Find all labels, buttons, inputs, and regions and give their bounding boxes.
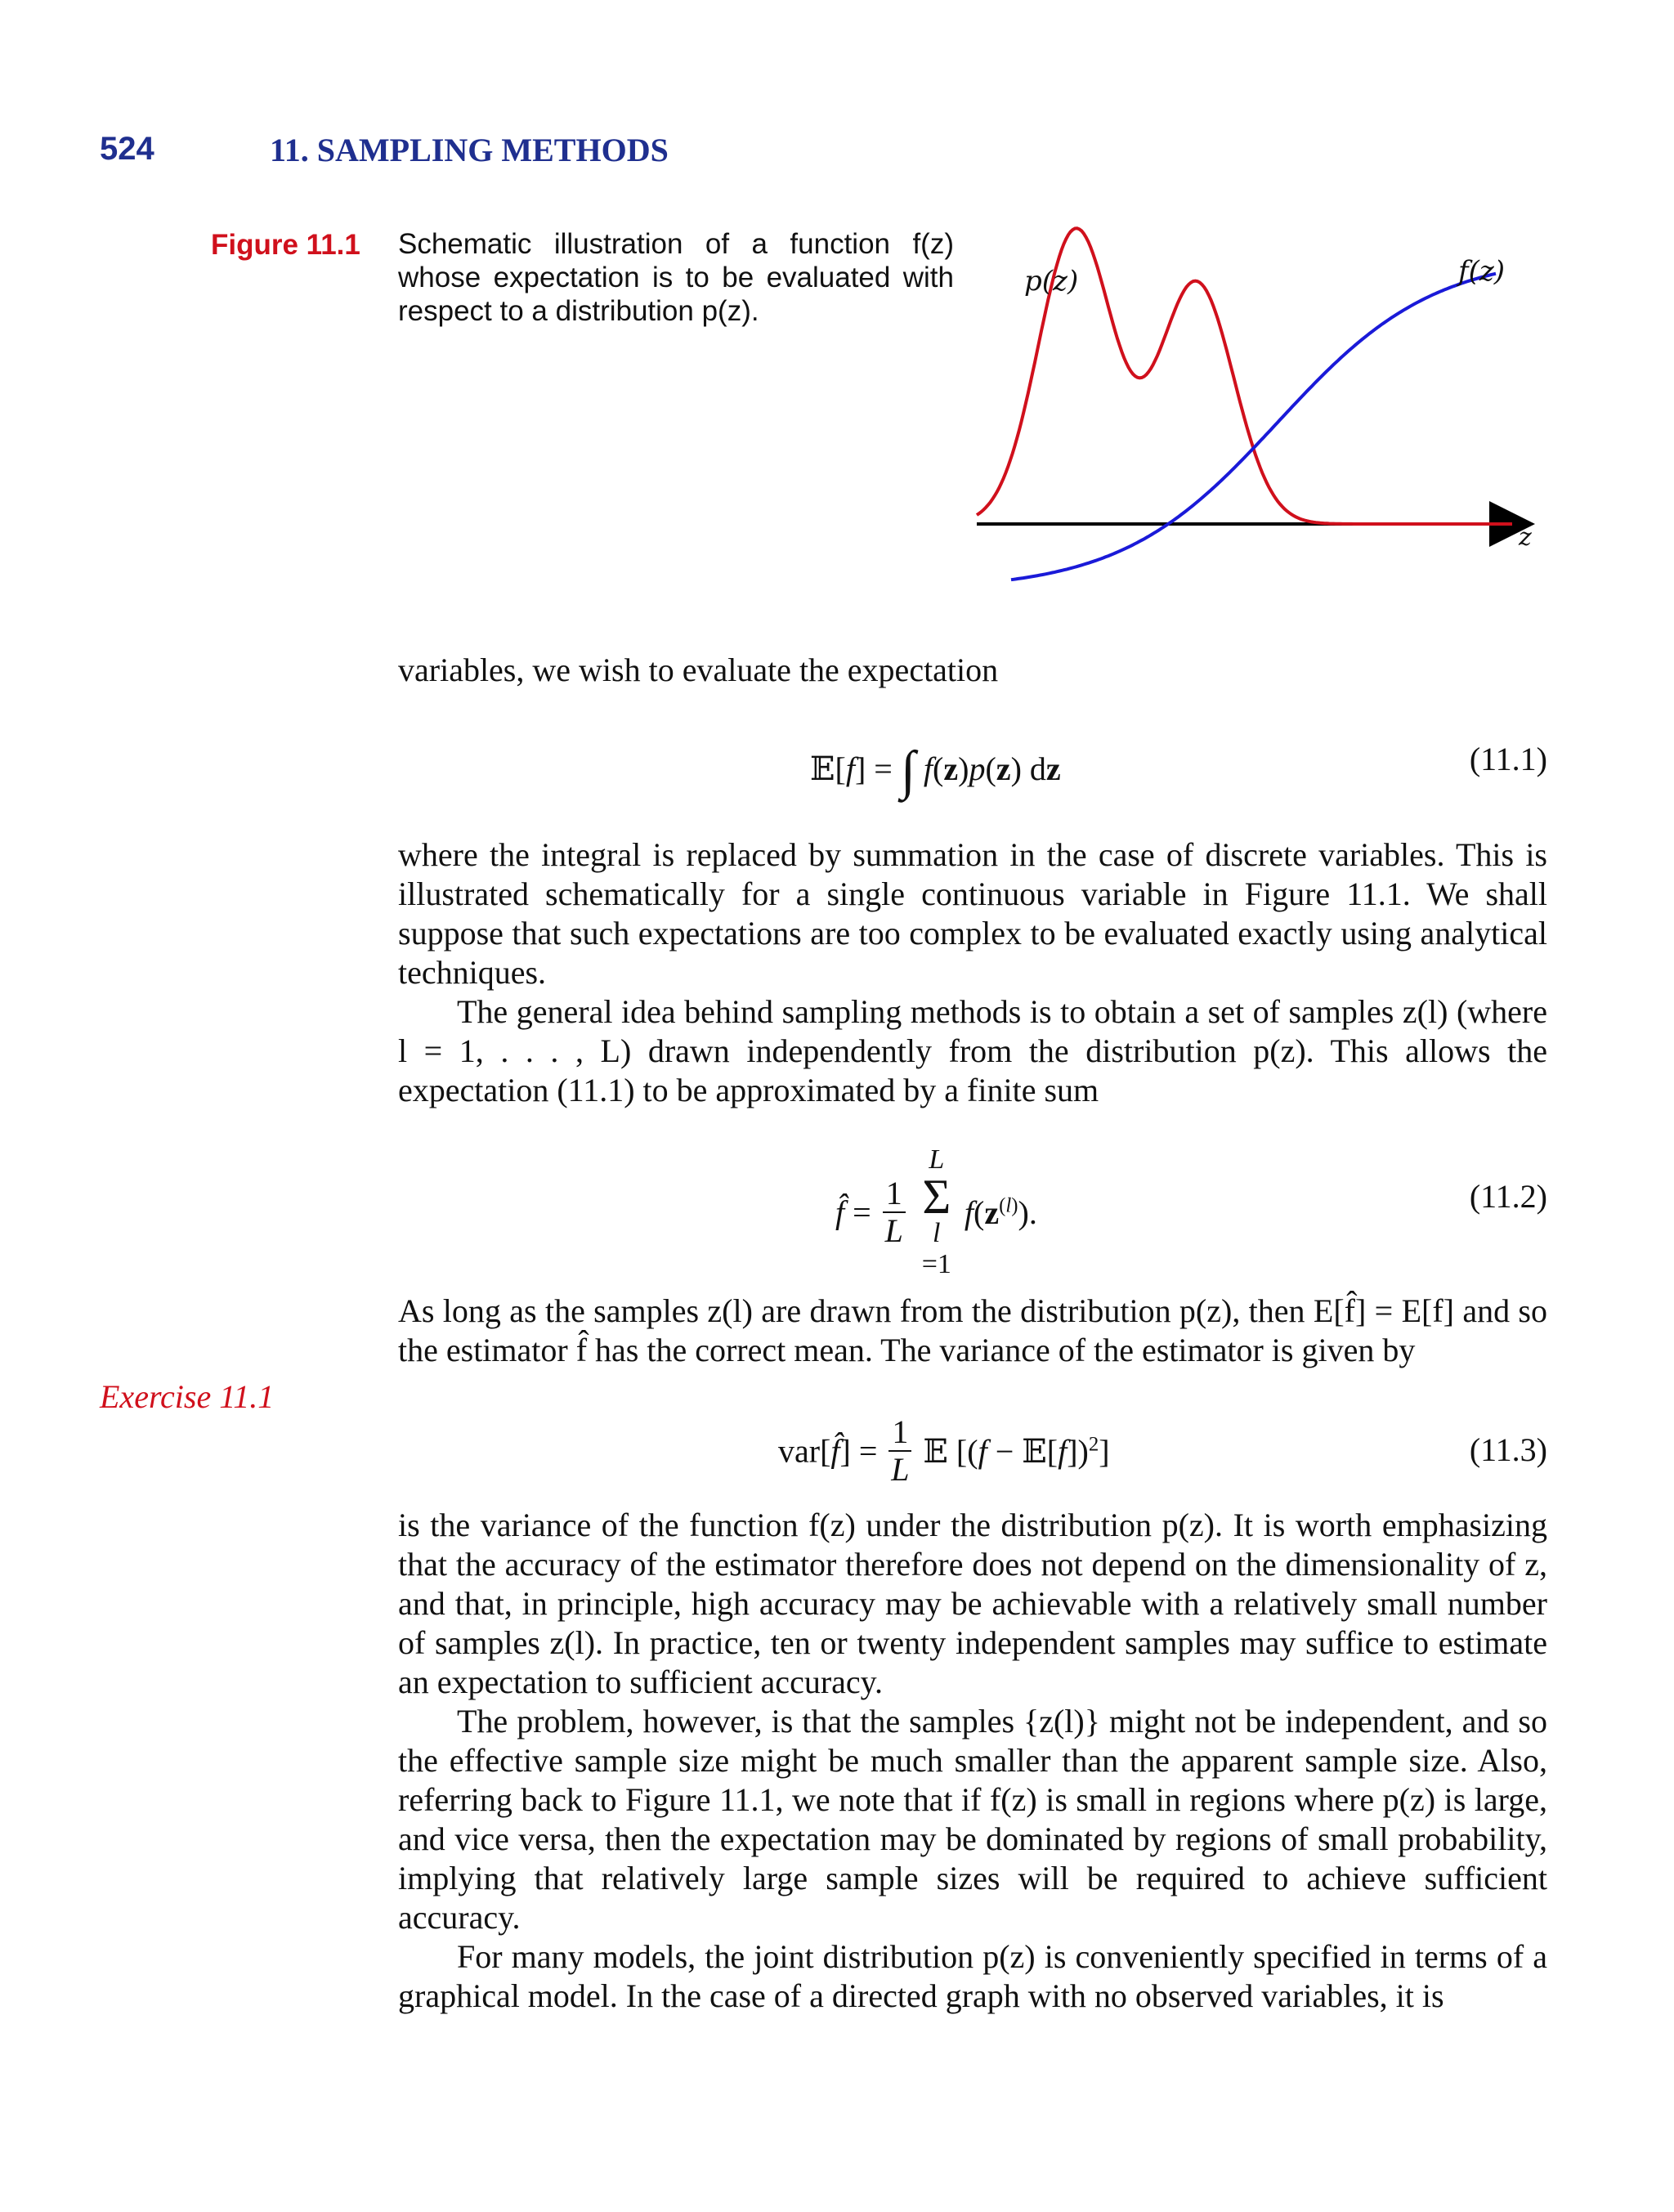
equation-number: (11.2) xyxy=(1469,1178,1547,1215)
chapter-title: 11. SAMPLING METHODS xyxy=(270,132,669,168)
equation-11-2: f̂ = $\frac{1}{L}$ L Σ l =1 $f(z^{(l)})$. (11.2) xyxy=(835,1144,1547,1279)
figure-label: Figure 11.1 xyxy=(211,229,360,261)
figure-11-1-plot xyxy=(965,208,1537,601)
paragraph-integral: where the integral is replaced by summation in the case of discrete variables. This is illustrated schematically for a single continuous variable in Figure 11.1. We shall suppose that such expectations are too complex to be evaluated exactly using analytical techniques. xyxy=(398,836,1547,991)
paragraph-graphical-model: For many models, the joint distribution p(z) is conveniently specified in terms of a graphical model. In the case of a directed graph with no observed variables, it is xyxy=(398,1938,1547,2014)
equation-11-3: var[f̂] = $\frac{1}{L}$ 𝔼 [(f − 𝔼[f])$^2$] (11.3) xyxy=(778,1413,1547,1488)
equation-number: (11.1) xyxy=(1469,741,1547,777)
paragraph-sampling-idea: The general idea behind sampling methods is to obtain a set of samples z(l) (where l = 1, . . . , L) drawn independently from the distribution p(z). This allows the expectation (11.1) to be approximated by a finite sum xyxy=(398,993,1547,1108)
paragraph-intro: variables, we wish to evaluate the expectation xyxy=(398,652,999,688)
z-axis-label: z xyxy=(1519,523,1532,552)
p-curve-label: p(z) xyxy=(1024,265,1079,298)
figure-caption: Schematic illustration of a function f(z) whose expectation is to be evaluated with respect to a distribution p(z). xyxy=(398,228,954,327)
exercise-margin-note: Exercise 11.1 xyxy=(100,1378,275,1415)
paragraph-estimator: As long as the samples z(l) are drawn from the distribution p(z), then E[f̂] = E[f] and so the estimator f̂ has the correct mean. The variance of the estimator is given by xyxy=(398,1292,1547,1368)
f-curve-label: f(z) xyxy=(1458,255,1506,288)
page-number: 524 xyxy=(100,131,154,167)
paragraph-problem: The problem, however, is that the samples {z(l)} might not be independent, and so the effective sample size might be much smaller than the apparent sample size. Also, referring back to Figure 11.1, we note that if f(z) is small in regions where p(z) is large, and vice versa, then the expectation may be dominated by regions of small probability, implying that relatively large sample sizes will be required to achieve sufficient accuracy. xyxy=(398,1703,1547,1936)
equation-11-1: 𝔼[f] = ∫ f(z)p(z) dz (11.1) xyxy=(810,741,1547,800)
paragraph-variance: is the variance of the function f(z) under the distribution p(z). It is worth emphasizing that the accuracy of the estimator therefore does not depend on the dimensionality of z, and that, in principle, high accuracy may be achievable with a relatively small number of samples z(l). In practice, ten or twenty independent samples may suffice to estimate an expectation to sufficient accuracy. xyxy=(398,1507,1547,1700)
equation-number: (11.3) xyxy=(1469,1431,1547,1468)
f-curve xyxy=(1011,274,1496,580)
